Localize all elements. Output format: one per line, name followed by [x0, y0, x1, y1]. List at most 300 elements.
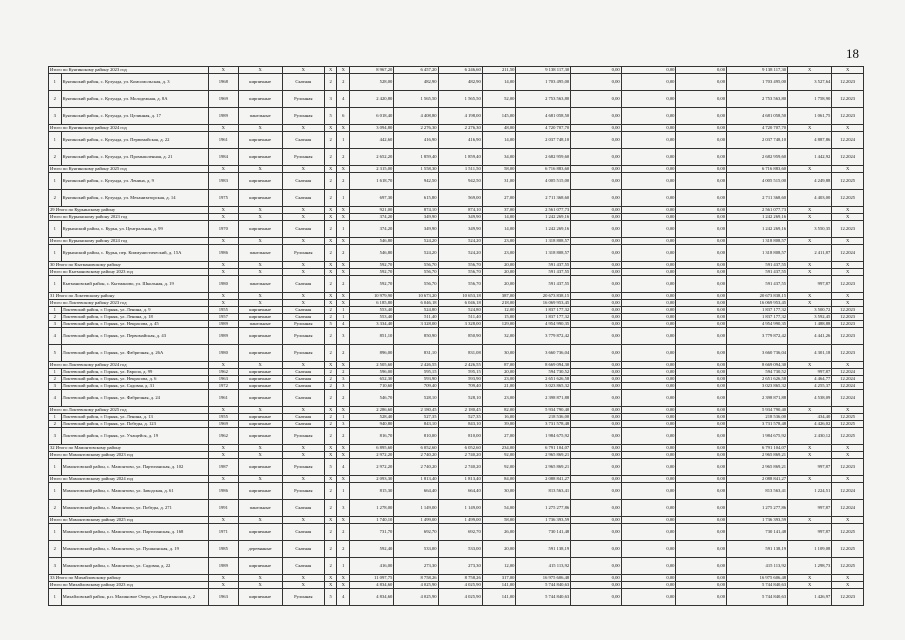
table-cell: 556,70	[438, 262, 482, 269]
table-cell: Скатная	[282, 500, 324, 517]
table-cell: 1 242 269,16	[516, 214, 571, 221]
table-cell: 810,00	[438, 428, 482, 445]
table-cell: 1985	[209, 541, 238, 558]
table-cell: X	[832, 214, 864, 221]
table-cell: Локтевский район, г. Горняк, ул. Некрасова, д. 45	[61, 321, 208, 328]
table-cell: 1991	[209, 500, 238, 517]
table-cell: 0,00	[571, 582, 622, 589]
table-cell: 3	[49, 383, 62, 390]
table-cell: 4 834,60	[350, 589, 394, 606]
table-cell: 0,00	[676, 407, 727, 414]
table-cell: 4 834,60	[350, 582, 394, 589]
table-cell: 0,00	[621, 207, 676, 214]
table-cell: 0,00	[621, 390, 676, 407]
table-cell: 2	[324, 245, 337, 262]
table-cell: X	[209, 125, 238, 132]
table-cell: Итого по Локтевскому району 2025 год	[49, 407, 209, 414]
table-cell: 20,00	[482, 369, 516, 376]
table-row	[49, 459, 864, 476]
table-cell: 546,70	[350, 390, 394, 407]
table-cell: 32 Итого по Мамонтовскому району	[49, 445, 209, 452]
register-table	[48, 66, 864, 606]
table-cell: 2 411,87	[788, 245, 832, 262]
table-cell: 273,30	[394, 558, 438, 575]
table-cell: 4 681 058,50	[516, 108, 571, 125]
table-cell: 528,10	[394, 390, 438, 407]
table-cell: X	[324, 67, 337, 74]
table-cell: Итого по Локтевскому району 2024 год	[49, 362, 209, 369]
table-cell: Итого по Мамонтовскому району 2025 год	[49, 517, 209, 524]
table-cell: 1 149,00	[394, 500, 438, 517]
table-cell: 1 442,92	[788, 149, 832, 166]
table-cell: кирпичные	[238, 132, 282, 149]
table-cell: 2 088 841,27	[727, 476, 788, 483]
table-cell: 0,00	[676, 428, 727, 445]
table-cell: 5	[324, 589, 337, 606]
table-cell: Куягинский район, с. Кулунда, ул. Комсомольская, д. 3	[61, 74, 208, 91]
table-cell: 0,00	[676, 452, 727, 459]
table-cell: 0,00	[621, 500, 676, 517]
table-cell: 524,20	[394, 238, 438, 245]
table-cell: 592,70	[350, 269, 394, 276]
table-cell: Итого по Локтевскому району 2023 год	[49, 300, 209, 307]
table-cell: 2 561 077,73	[727, 207, 788, 214]
table-cell: Скатная	[282, 524, 324, 541]
table-cell: 5	[324, 108, 337, 125]
table-cell: Локтевский район, г. Горняк, ул. Ленина, д. 13	[61, 414, 208, 421]
table-cell: 0,00	[571, 321, 622, 328]
table-cell: 553,40	[350, 314, 394, 321]
table-cell: кирпичные	[238, 589, 282, 606]
table-cell: 1 275 277,86	[516, 500, 571, 517]
table-cell: X	[238, 207, 282, 214]
table-cell: 6 052,60	[438, 445, 482, 452]
table-cell: 5 744 840,63	[516, 582, 571, 589]
table-cell: X	[209, 445, 238, 452]
table-cell: 2	[324, 149, 337, 166]
table-cell: Локтевский район, г. Горняк, ул. Учащейся, д. 19	[61, 428, 208, 445]
table-cell: 2	[337, 428, 350, 445]
page-number: 18	[846, 46, 859, 61]
table-cell: 12.2025	[832, 524, 864, 541]
subtotal-row	[49, 125, 864, 132]
table-cell: 0,00	[571, 328, 622, 345]
table-cell: кирпичные	[238, 369, 282, 376]
table-cell: 1	[337, 558, 350, 575]
table-cell: 1980	[209, 276, 238, 293]
table-cell: 2 398 871,88	[516, 390, 571, 407]
table-cell: 23,00	[482, 245, 516, 262]
table-cell: 2	[324, 221, 337, 238]
table-cell: 2	[337, 541, 350, 558]
table-cell: 0,00	[676, 293, 727, 300]
table-cell: 0,00	[621, 214, 676, 221]
subtotal-row	[49, 445, 864, 452]
table-cell: X	[209, 452, 238, 459]
table-cell: 546,80	[350, 245, 394, 262]
table-cell: 1980	[209, 345, 238, 362]
table-cell: кирпичные	[238, 421, 282, 428]
table-cell: 3	[49, 428, 62, 445]
table-cell: X	[832, 445, 864, 452]
table-cell: Мамонтовский район, с. Мамонтово, ул. Партизанская, д. 102	[61, 459, 208, 476]
subtotal-row	[49, 238, 864, 245]
table-cell: X	[337, 362, 350, 369]
table-cell: 942,50	[438, 173, 482, 190]
table-cell: X	[788, 166, 832, 173]
table-cell: 2	[324, 190, 337, 207]
table-cell: 615,80	[394, 190, 438, 207]
table-cell: 1 703 495,00	[727, 74, 788, 91]
table-cell: 2	[324, 307, 337, 314]
table-cell: 0,00	[676, 207, 727, 214]
table-cell: 556,70	[438, 269, 482, 276]
table-cell: 1989	[209, 558, 238, 575]
table-cell: 1	[337, 414, 350, 421]
table-cell: X	[832, 582, 864, 589]
table-cell: Локтевский район, г. Горняк, ул. Европа, д. 99	[61, 369, 208, 376]
table-cell: 0,00	[571, 173, 622, 190]
table-cell: 652,30	[350, 376, 394, 383]
table-cell: 0,00	[676, 459, 727, 476]
table-cell: 997,87	[788, 369, 832, 376]
table-cell: X	[788, 575, 832, 582]
table-cell: 0,00	[621, 328, 676, 345]
table-cell: 592,70	[350, 276, 394, 293]
table-cell: 0,00	[571, 108, 622, 125]
table-cell: 0,00	[676, 589, 727, 606]
table-cell: X	[324, 293, 337, 300]
table-cell: 0,00	[676, 500, 727, 517]
table-cell: 0,00	[571, 214, 622, 221]
table-cell: Рулонная	[282, 91, 324, 108]
table-cell: 2	[324, 383, 337, 390]
table-cell: 0,00	[571, 452, 622, 459]
table-cell: 0,00	[571, 541, 622, 558]
table-row	[49, 345, 864, 362]
table-cell: 27,00	[482, 190, 516, 207]
table-cell: 349,90	[394, 214, 438, 221]
table-cell: Рулонная	[282, 459, 324, 476]
table-cell: 2	[324, 421, 337, 428]
table-cell: 0,00	[676, 558, 727, 575]
table-cell: 1970	[209, 221, 238, 238]
table-cell: 4 681 058,50	[727, 108, 788, 125]
table-cell: X	[238, 582, 282, 589]
table-cell: X	[788, 238, 832, 245]
table-cell: 0,00	[571, 376, 622, 383]
table-cell: 997,87	[788, 276, 832, 293]
table-cell: 1 242 269,16	[727, 214, 788, 221]
table-cell: 2 561 077,73	[516, 207, 571, 214]
table-cell: 0,00	[676, 132, 727, 149]
table-cell: 0,00	[571, 500, 622, 517]
table-cell: 4 025,90	[394, 582, 438, 589]
table-cell: 569,00	[438, 190, 482, 207]
table-cell: 0,00	[571, 314, 622, 321]
table-cell: 0,00	[621, 445, 676, 452]
table-cell: 664,40	[394, 483, 438, 500]
table-cell: 0,00	[621, 166, 676, 173]
table-cell: 2 651 626,58	[727, 376, 788, 383]
table-cell: Мамонтовский район, с. Мамонтово, ул. Садовая, д. 22	[61, 558, 208, 575]
table-cell: 4 403,00	[788, 190, 832, 207]
table-cell: 1 837 177,32	[516, 314, 571, 321]
table-cell: X	[832, 67, 864, 74]
table-cell: 692,70	[394, 524, 438, 541]
table-cell: 3	[49, 321, 62, 328]
table-cell: Куягинский район, с. Кулунда, ул. Промышленная, д. 21	[61, 149, 208, 166]
table-cell: Куягинский район, с. Кулунда, ул. Молодежная, д. 8А	[61, 91, 208, 108]
table-cell: 218,00	[482, 300, 516, 307]
table-cell: панельные	[238, 321, 282, 328]
table-cell: Рулонная	[282, 245, 324, 262]
table-cell: 15,00	[482, 314, 516, 321]
table-cell: X	[324, 407, 337, 414]
subtotal-row	[49, 452, 864, 459]
table-cell: Мамонтовский район, с. Мамонтово, ул. Пушкинская, д. 19	[61, 541, 208, 558]
table-cell: 0,00	[571, 428, 622, 445]
table-cell: 12.2025	[832, 541, 864, 558]
table-cell: 16 069 953,45	[727, 300, 788, 307]
table-cell: 12.2024	[832, 483, 864, 500]
table-cell: 0,00	[676, 108, 727, 125]
table-cell: 20,00	[482, 276, 516, 293]
table-cell: Кытмановский район, с. Кытманово, ул. Школьная, д. 19	[61, 276, 208, 293]
table-cell: X	[337, 476, 350, 483]
table-cell: 218 536,00	[727, 414, 788, 421]
table-cell: X	[337, 125, 350, 132]
table-cell: 0,00	[571, 445, 622, 452]
table-cell: X	[832, 207, 864, 214]
table-cell: 2 682 959,60	[727, 149, 788, 166]
table-cell: 26,00	[482, 524, 516, 541]
table-cell: 0,00	[571, 589, 622, 606]
table-cell: 12.2023	[832, 589, 864, 606]
table-cell: 6 895,60	[350, 445, 394, 452]
table-cell: 0,00	[676, 345, 727, 362]
table-cell: 2	[324, 483, 337, 500]
table-cell: кирпичные	[238, 74, 282, 91]
table-cell: 1	[49, 74, 62, 91]
table-cell: 1983	[209, 173, 238, 190]
table-cell: 697,30	[350, 190, 394, 207]
table-cell: 940,80	[350, 421, 394, 428]
table-cell: X	[337, 575, 350, 582]
table-cell: 0,00	[621, 149, 676, 166]
table-cell: X	[282, 476, 324, 483]
table-cell: 4 954 990,35	[727, 321, 788, 328]
table-cell: 0,00	[571, 190, 622, 207]
table-cell: 0,00	[676, 245, 727, 262]
table-cell: X	[324, 362, 337, 369]
table-cell: 12.2023	[832, 276, 864, 293]
table-cell: 997,87	[788, 524, 832, 541]
table-row	[49, 414, 864, 421]
table-cell: 4 408,80	[394, 108, 438, 125]
table-cell: 0,00	[676, 276, 727, 293]
table-cell: 4 249,88	[788, 173, 832, 190]
table-row	[49, 421, 864, 428]
table-cell: 0,00	[621, 293, 676, 300]
table-cell: X	[238, 517, 282, 524]
table-cell: 2 093,30	[350, 476, 394, 483]
register-body	[49, 67, 864, 606]
table-cell: 831,08	[438, 345, 482, 362]
table-cell: X	[282, 214, 324, 221]
table-cell: 3 328,00	[438, 321, 482, 328]
table-cell: 1 736 393,59	[516, 517, 571, 524]
table-cell: 594 730,52	[727, 369, 788, 376]
table-cell: 12.2023	[832, 91, 864, 108]
table-cell: Рулонная	[282, 328, 324, 345]
table-cell: 596,00	[350, 369, 394, 376]
subtotal-row	[49, 517, 864, 524]
table-cell: 0,00	[571, 166, 622, 173]
table-cell: 30,00	[482, 483, 516, 500]
table-cell: 30,00	[482, 345, 516, 362]
table-cell: 730 141,48	[516, 524, 571, 541]
table-cell: 0,00	[676, 414, 727, 421]
table-cell: 850,90	[438, 328, 482, 345]
table-cell: 1 499,00	[394, 517, 438, 524]
table-cell: X	[337, 445, 350, 452]
table-cell: 349,90	[394, 221, 438, 238]
table-cell: 4 464,77	[788, 376, 832, 383]
table-cell: 553,40	[350, 307, 394, 314]
table-cell: 524,20	[438, 238, 482, 245]
table-cell: Скатная	[282, 541, 324, 558]
table-cell: X	[337, 269, 350, 276]
table-cell: 1	[337, 483, 350, 500]
table-cell: 0,00	[571, 238, 622, 245]
table-cell: X	[337, 300, 350, 307]
table-cell: Скатная	[282, 421, 324, 428]
table-cell: X	[209, 238, 238, 245]
table-cell: 524,20	[394, 245, 438, 262]
table-cell: 0,00	[676, 74, 727, 91]
table-cell: 1 318 808,57	[516, 238, 571, 245]
table-cell: 1 511,50	[438, 166, 482, 173]
table-cell: X	[832, 300, 864, 307]
table-cell: 2 180,45	[394, 407, 438, 414]
table-row	[49, 149, 864, 166]
table-cell: 1961	[209, 390, 238, 407]
table-row	[49, 173, 864, 190]
table-cell: X	[337, 166, 350, 173]
table-cell: 1 109,08	[788, 541, 832, 558]
table-cell: X	[238, 269, 282, 276]
table-cell: 1957	[209, 314, 238, 321]
table-cell: 0,00	[571, 390, 622, 407]
table-cell: 0,00	[621, 67, 676, 74]
table-cell: X	[209, 269, 238, 276]
table-row	[49, 541, 864, 558]
table-cell: 12,00	[482, 307, 516, 314]
table-cell: Скатная	[282, 383, 324, 390]
table-cell: 4 005 515,00	[727, 173, 788, 190]
table-cell: 831,10	[394, 345, 438, 362]
table-cell: Скатная	[282, 221, 324, 238]
table-cell: 27,00	[482, 428, 516, 445]
table-cell: Курьинский район, с. Курья, ул. Центральная, д. 99	[61, 221, 208, 238]
table-cell: 2	[324, 132, 337, 149]
subtotal-row	[49, 293, 864, 300]
table-cell: X	[209, 207, 238, 214]
table-cell: 2 276,30	[394, 125, 438, 132]
table-cell: 0,00	[621, 369, 676, 376]
table-cell: 1963	[209, 376, 238, 383]
table-cell: 2 398 871,88	[727, 390, 788, 407]
table-cell: 6 185,80	[350, 300, 394, 307]
table-cell: X	[788, 517, 832, 524]
table-cell: X	[788, 362, 832, 369]
table-cell: Скатная	[282, 414, 324, 421]
table-cell: 0,00	[571, 558, 622, 575]
table-cell: 32,00	[482, 328, 516, 345]
table-cell: 2	[324, 74, 337, 91]
table-cell: 0,00	[571, 369, 622, 376]
subtotal-row	[49, 582, 864, 589]
table-cell: 0,00	[621, 125, 676, 132]
table-cell: 874,10	[394, 207, 438, 214]
table-cell: 0,00	[571, 524, 622, 541]
table-cell: Рулонная	[282, 108, 324, 125]
table-cell: 1	[337, 190, 350, 207]
table-cell: 4 954 990,35	[516, 321, 571, 328]
table-cell: 2	[337, 74, 350, 91]
table-cell: 843,10	[394, 421, 438, 428]
table-cell: 0,00	[571, 414, 622, 421]
table-cell: 12.2023	[832, 307, 864, 314]
table-cell: панельные	[238, 245, 282, 262]
table-cell: Куягинский район, с. Кулунда, ул. Ленина, д. 9	[61, 173, 208, 190]
table-cell: 0,00	[621, 582, 676, 589]
table-cell: 0,00	[621, 541, 676, 558]
table-cell: 0,00	[676, 483, 727, 500]
table-cell: X	[282, 300, 324, 307]
table-cell: 58,00	[482, 517, 516, 524]
table-cell: 2	[324, 173, 337, 190]
table-cell: 2 651 626,58	[516, 376, 571, 383]
table-cell: 591 437,55	[727, 269, 788, 276]
table-cell: Рулонная	[282, 321, 324, 328]
table-cell: Куягинский район, с. Кулунда, ул. Целинная, д. 17	[61, 108, 208, 125]
table-row	[49, 190, 864, 207]
table-cell: 387,00	[482, 293, 516, 300]
table-cell: 0,00	[621, 238, 676, 245]
table-cell: X	[238, 293, 282, 300]
table-row	[49, 245, 864, 262]
table-cell: Локтевский район, г. Горняк, ул. Фабричная, д. 26А	[61, 345, 208, 362]
table-cell: 211,50	[482, 67, 516, 74]
table-cell: X	[832, 517, 864, 524]
table-cell: 2 426,55	[394, 362, 438, 369]
table-cell: 1 318 808,57	[727, 238, 788, 245]
table-cell: 2 430,12	[788, 428, 832, 445]
table-cell: 2	[49, 376, 62, 383]
table-cell: 2 037 748,10	[516, 132, 571, 149]
table-cell: X	[324, 452, 337, 459]
table-cell: Скатная	[282, 307, 324, 314]
table-cell: 2 753 563,80	[727, 91, 788, 108]
table-cell: 593,90	[438, 376, 482, 383]
table-cell: 54,00	[482, 500, 516, 517]
table-cell: X	[282, 269, 324, 276]
table-cell: 141,00	[482, 589, 516, 606]
table-cell: 0,00	[676, 383, 727, 390]
table-cell: X	[832, 407, 864, 414]
